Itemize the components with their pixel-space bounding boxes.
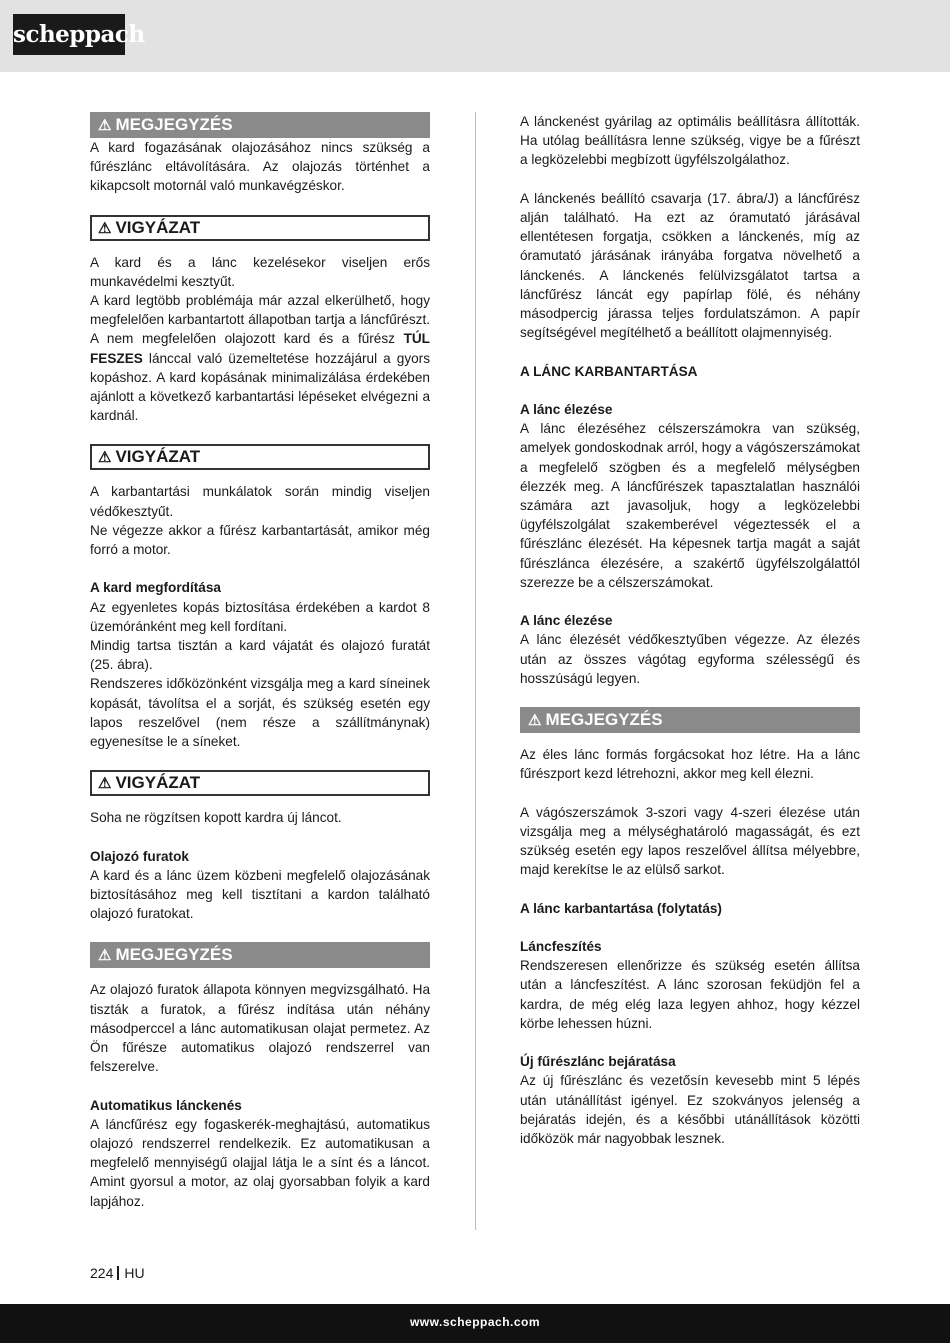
note-heading: ⚠ MEGJEGYZÉS	[90, 942, 430, 968]
paragraph: Rendszeresen ellenőrizze és szükség esetén állítsa után a láncfeszítést. A lánc szorosan feküdjön fel a kardra, de még elég laza legyen ahhoz, hogy kézzel körbe lehessen húzni.	[520, 958, 860, 1031]
paragraph: Rendszeres időközönként vizsgálja meg a kard síneinek kopását, távolítsa el a sorját, és szükség esetén egy lapos reszelővel (nem része a szállítmánynak) egyenesítse le a síneket.	[90, 676, 430, 750]
note-text: A vágószerszámok 3-szori vagy 4-szeri élezése után vizsgálja meg a mélységhatároló magasságát, és ezt szükség esetén egy lapos reszelővel állítsa mélyebbre, majd kerekítse le az elülső sarkot.	[520, 804, 860, 878]
section-heading: Automatikus lánckenés	[90, 1097, 242, 1113]
note-heading: ⚠ MEGJEGYZÉS	[520, 707, 860, 733]
website-url: www.scheppach.com	[409, 1315, 541, 1329]
section-heading: Láncfeszítés	[520, 939, 602, 955]
page-number: 224	[90, 1265, 114, 1281]
section-heading: A lánc karbantartása (folytatás)	[520, 900, 722, 916]
paragraph: A lánc élezéséhez célszerszámokra van szükség, amelyek gondoskodnak arról, hogy a vágószerszámokat a megfelelő szögben és a megfelelő mélységben élezzék meg. A láncfűrészek tapasztalatlan használói számára azt javasoljuk, hogy a legközelebbi ügyfélszolgálat szakemberével végeztessék el a fűrészlánc élezését. Ha képesnek tartja magát a saját fűrészlánca élezésére, a szakértő ügyfélszolgálattól szerezze be a célszerszámokat.	[520, 421, 860, 590]
caution-text: Ne végezze akkor a fűrész karbantartását, amikor még forró a motor.	[90, 522, 430, 558]
note-text: A kard fogazásának olajozásához nincs szükség a fűrészlánc eltávolítására. Az olajozás történhet a kikapcsolt motornál való munkavégzéskor.	[90, 140, 430, 194]
section-heading: A lánc élezése	[520, 613, 613, 629]
caution-text: A karbantartási munkálatok során mindig viseljen védőkesztyűt.	[90, 484, 430, 519]
warning-triangle-icon: ⚠	[98, 775, 112, 793]
footer-separator	[117, 1266, 119, 1280]
page-footer	[90, 1265, 145, 1281]
language-code: HU	[124, 1265, 145, 1281]
brand-logo: scheppach	[13, 14, 125, 55]
paragraph: A lánckenést gyárilag az optimális beállításra állították. Ha utólag beállításra lenne szükség, vigye be a fűrészt a legközelebbi megbízott ügyfélszolgálathoz.	[520, 114, 860, 168]
warning-triangle-icon: ⚠	[98, 219, 112, 237]
paragraph: A kard és a lánc üzem közbeni megfelelő olajozásának biztosításához meg kell tisztítani a kardon található olajozó furatokat.	[90, 867, 430, 922]
caution-heading: ⚠ VIGYÁZAT	[90, 215, 430, 241]
paragraph: Az új fűrészlánc és vezetősín kevesebb mint 5 lépés után utánállítást igényel. Ez szokványos jelenség a bejáratás idején, és a későbbi utánállítások közötti időközök már nagyobbak lesznek.	[520, 1073, 860, 1147]
caution-text: A kard és a lánc kezelésekor viseljen erős munkavédelmi kesztyűt.	[90, 254, 430, 289]
paragraph: A lánckenés beállító csavarja (17. ábra/J) a láncfűrész alján található. Ha ezt az óramutató járásával ellentétesen forgatja, csökken a lánckenés, míg az óramutató járásának irányába forgatva növelhető a lánckenés. A lánckenés felülvizsgálatot tartsa a láncfűrész láncát egy papírlap fölé, és néhány másodpercig járassa teljes fordulatszámon. A papír segítségével megítélhető a beállított olajmennyiség.	[520, 190, 860, 341]
warning-triangle-icon: ⚠	[98, 947, 112, 965]
caution-text: A kard legtöbb problémája már azzal elkerülhető, hogy megfelelően karbantartott állapotban tartja a láncfűrészt. A nem megfelelően olajozott kard és a fűrész TÚL FESZES lánccal való üzemeltetése hozzájárul a gyors kopáshoz. A kard kopásának minimalizálása érdekében ajánlott a következő karbantartási lépéseket elvégezni a kardnál.	[90, 293, 430, 424]
paragraph: Mindig tartsa tisztán a kard vájatát és olajozó furatát (25. ábra).	[90, 638, 430, 673]
section-heading: A lánc élezése	[520, 402, 613, 417]
caution-text: Soha ne rögzítsen kopott kardra új láncot.	[90, 810, 342, 826]
section-heading: Új fűrészlánc bejáratása	[520, 1054, 676, 1070]
paragraph: A lánc élezését védőkesztyűben végezze. Az élezés után az összes vágótag egyforma szélességű és hosszúságú legyen.	[520, 632, 860, 686]
section-heading: A kard megfordítása	[90, 580, 221, 596]
bottom-bar	[0, 1304, 950, 1343]
warning-triangle-icon: ⚠	[528, 712, 542, 730]
paragraph: A láncfűrész egy fogaskerék-meghajtású, automatikus olajozó rendszerrel rendelkezik. Ez automatikusan a megfelelő mennyiségű olajjal látja le a sínt és a láncot. Amint gyorsul a motor, az olaj gyorsabban folyik a kard lapjához.	[90, 1116, 430, 1209]
caution-heading: ⚠ VIGYÁZAT	[90, 770, 430, 796]
section-heading: A LÁNC KARBANTARTÁSA	[520, 363, 698, 379]
section-heading: Olajozó furatok	[90, 848, 189, 864]
warning-triangle-icon: ⚠	[98, 117, 112, 134]
note-text: Az éles lánc formás forgácsokat hoz létre. Ha a lánc fűrészport kezd létrehozni, akkor meg kell élezni.	[520, 747, 860, 782]
note-text: Az olajozó furatok állapota könnyen megvizsgálható. Ha tiszták a furatok, a fűrész indítása után néhány másodperccel a lánc automatikusan olajat permetez. Az Ön fűrésze automatikus olajozó rendszerrel van felszerelve.	[90, 982, 430, 1075]
left-column	[90, 112, 430, 1211]
warning-triangle-icon: ⚠	[98, 449, 112, 467]
note-heading: ⚠ MEGJEGYZÉS	[90, 112, 430, 138]
column-divider	[475, 112, 476, 1230]
caution-heading: ⚠ VIGYÁZAT	[90, 444, 430, 470]
header-bar	[0, 0, 950, 72]
paragraph: Az egyenletes kopás biztosítása érdekében a kardot 8 üzemóránként meg kell fordítani.	[90, 599, 430, 634]
right-column	[520, 112, 860, 1148]
